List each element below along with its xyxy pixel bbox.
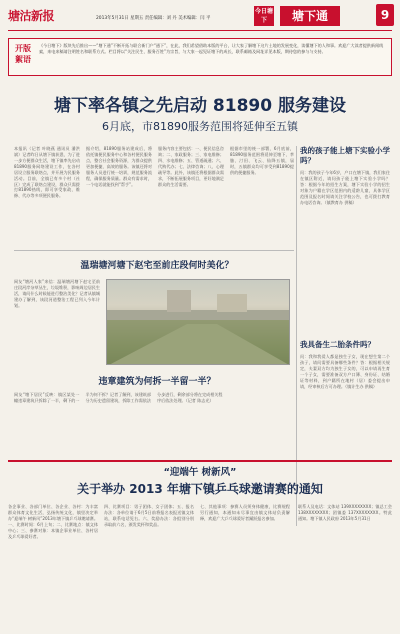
story2-title: 温瑞塘河塘下赵宅至前庄段何时美化？: [80, 261, 234, 271]
newspaper-brand: 塘沽新报: [8, 9, 55, 23]
sidebar-text-2: 问：我和我爱人都是独生子女，现在想生第二个孩子，请问需要具备哪些条件？答：根据相关规定，夫妻双方均为独生子女的，可以申请再生育一个子女，需要准备双方户口簿、身份证、结婚证等材料，到户籍所在地村（居）委会提出申请，经审核后方可办理。（镇计生办 供稿）: [300, 354, 390, 389]
today-tag: 今日塘下: [254, 8, 273, 24]
sidebar-title-1: 我的孩子能上塘下实验小学吗？: [300, 146, 390, 165]
preface-text: 《今日塘下》版块先后推出——“塘下通”不断开拓与联合新门户“通下”，在此，我们希望借助本版的平台，让大家了解塘下这片土地的发展变化，读懂塘下的人和事。欢迎广大读者提供新闻线索，来电来稿请注明姓名和联系方式。栏目将以“关注民生、服务百姓”为宗旨，与大家一起见证塘下的成长，联系邮箱及网址详见本版，期待您的参与与支持。: [39, 43, 384, 54]
main-headline: 塘下率各镇之先启动 81890 服务建设: [54, 96, 346, 116]
lead-column-3: 服务内容主要包括：一、便民信息咨询；二、家政服务；三、家电维修；四、水电维修；五、管道疏通；六、代购代办；七、法律咨询；八、心理疏导等。此外，该镇还将根据群众需求，不断拓展服务项目，更好地满足群众的生活需要。: [158, 146, 224, 187]
event-slogan: “迎端午 树新风”: [163, 467, 237, 478]
lead-column-4: 根据市里的统一部署，6月底前，81890服务范围将延伸至塘下、莘塍、汀田、飞云、仙降五镇，届时，五镇群众均可享受到81890提供的便捷服务。: [230, 146, 294, 175]
sidebar-qa-1: [300, 146, 390, 328]
preface-tag: 开版絮语: [15, 44, 31, 64]
story2-text-left: 网友“塘河人家”来信：温瑞塘河塘下赵宅至前庄段河岸杂草丛生，垃圾堆积，影响周边居民生活，请问什么时候能进行整治美化？记者从镇城建办了解到，该段河道整治工程已列入今年计划。: [14, 279, 100, 308]
event-notice: [8, 460, 392, 632]
preface-box: [8, 38, 392, 76]
river-photo: [106, 279, 290, 365]
page-number: 9: [376, 4, 394, 26]
masthead: [8, 4, 392, 28]
sub-headline: 6月底，市81890服务范围将延伸至五镇: [102, 120, 298, 133]
section-title: 塘下通: [280, 6, 340, 26]
lead-column-2: 据介绍，81890服务站建成后，将依托镇便民服务中心和各村便民服务点，整合社会服务资源，为群众提供更加便捷、高效的服务。该镇还将对服务人员进行统一培训，规范服务流程，确保服务质量。群众有需求时，一个电话就能找到“帮手”。: [86, 146, 152, 187]
issue-date: 2013年5月31日 星期五 责任编辑：刘 丹 美术编辑：闫 平: [96, 16, 211, 21]
river-photo-image: [107, 280, 290, 365]
story3-text: 网友“塘下居民”反映：镇区某处一幢违章建筑只拆除了一半，剩下的一半为何不拆？记者了解到，该建筑部分为历史遗留建筑，拆除工作需依法分步进行，剩余部分将在完成相关程序后依法处理。（记者 陈志光）: [14, 392, 223, 403]
event-column-1: 各企事业、各部门单位、各企业、各村：为丰富群众体育文化生活，弘扬传统文化，镇里决定举办“迎端午 树新风”2013年塘下镇乒乓球邀请赛。一、比赛时间：6月上旬；二、比赛地点：镇文体中心；三、参赛对象：本镇企事业单位、各村居及乒乓球爱好者。: [8, 504, 98, 539]
event-title: 关于举办 2013 年塘下镇乒乓球邀请赛的通知: [77, 482, 323, 496]
masthead-rule: [8, 30, 392, 31]
sidebar-text-1: 问：我的孩子今年6岁，户口在塘下镇，我们家住在镇区附近，请问孩子能上塘下实验小学吗？答：根据今年的招生方案，塘下实验小学的招生对象为户籍在学区范围内的适龄儿童，具体学区范围及报名时间请关注学校公告，也可拨打教育办电话咨询。（镇教育办 供稿）: [300, 170, 390, 205]
sidebar-title-2: 我具备生二胎条件吗？: [300, 340, 375, 349]
lead-column-1: 本报讯（记者 叶晓燕 通讯员 潘洪斌）记者昨日从塘下镇获悉，为了进一步方便群众生活，塘下镇率先启动81890服务网络建设工作，在各村居设立服务联络点，并开展为民服务活动。目前，全镇已有多个村（社区）完成了联络点建设，群众只需拨打81890热线，即可享受家政、维修、代办等多项便民服务。: [14, 146, 80, 199]
event-column-3: 七、其他事项：参赛人员须身体健康，比赛规程另行通知，本通知未尽事宜由镇文体站负责解释，欢迎广大乒乓球爱好者踊跃报名参加。: [200, 504, 290, 521]
story-divider: [14, 250, 294, 251]
event-column-2: 四、比赛项目：男子团体、女子团体；五、报名办法：各单位请于6月5日前将报名表报送镇文体站，联系电话见右。六、奖励办法：各组别分别录取前六名，颁发奖杯和奖品。: [104, 504, 194, 527]
story3-title: 违章建筑为何拆一半留一半？: [98, 377, 216, 387]
event-column-4: 联系人及电话：文体站 139XXXXXXXX；镇总工会 138XXXXXXXX；团镇委 137XXXXXXXX。特此通知。塘下镇人民政府 2013年5月31日: [298, 504, 392, 521]
